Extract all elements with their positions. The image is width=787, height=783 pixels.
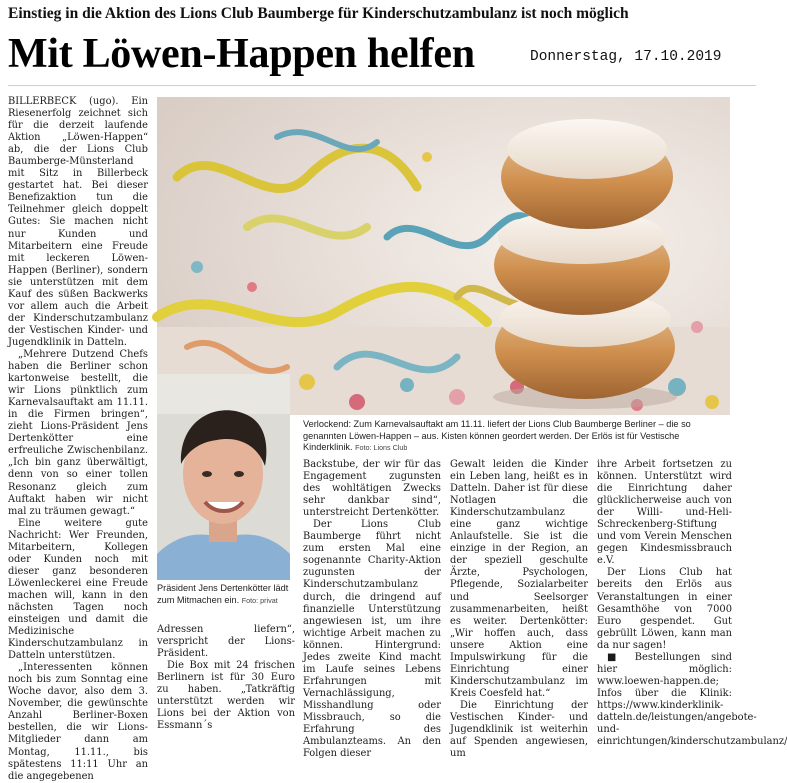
photo-credit: Foto: Lions Club: [355, 443, 408, 452]
article-headline: Mit Löwen-Happen helfen: [8, 31, 475, 77]
text-column-4: [450, 459, 588, 760]
publication-date: Donnerstag, 17.10.2019: [530, 49, 722, 65]
paragraph: Gewalt leiden die Kinder ein Leben lang, heißt es in Datteln. Daher ist für diese Notlagen die Kinderschutzambulanz eine ganz wichtige Anlaufstelle. Sie ist die einzige in der Region, an der speziell geschulte Ärzte, Psychologen, Pflegende, Sozialarbeiter und Seelsorger zusammenarbeiten, heißt es weiter. Dertenkötter: „Wir hoffen auch, dass unsere Aktion eine Impulswirkung für die Einrichtung einer Kinderschutzambulanz im Kreis Coesfeld hat.“: [450, 459, 588, 699]
berliner-illustration: [157, 97, 730, 415]
paragraph: Eine weitere gute Nachricht: Wer Freunden, Mitarbeitern, Kollegen oder Kunden noch mit dieser ganz besonderen Löwenleckerei eine Freude machen will, kann in den nächsten Tagen noch einsteigen und damit die Medizinische Kinderschutzambulanz in Datteln unterstützen.: [8, 517, 148, 662]
paragraph: Der Lions Club hat bereits den Erlös aus Veranstaltungen in einer Gesamthöhe von 7000 Euro gespendet. Gut gebrüllt Löwen, kann man da nur sagen!: [597, 567, 732, 651]
text-column-1: [8, 96, 148, 783]
text-column-2: [157, 624, 295, 732]
paragraph: BILLERBECK (ugo). Ein Riesenerfolg zeichnet sich für die derzeit laufende Aktion „Löwen-Happen“ ab, die der Lions Club Baumberge-Münsterland mit Sitz in Billerbeck gestartet hat. Bei dieser Benefizaktion tun die Teilnehmer gleich doppelt Gutes: Sie machen nicht nur Kunden und Mitarbeitern eine Freude mit leckeren Löwen-Happen (Berliner), sondern sie unterstützen mit dem Kauf des süßen Backwerks vor allem auch die Arbeit der Kinderschutzambulanz der Vestischen Kinder- und Jugendklinik in Datteln.: [8, 96, 148, 348]
portrait-illustration: [157, 374, 290, 580]
paragraph: ihre Arbeit fortsetzen zu können. Unterstützt wird die Einrichtung daher glücklicherweise auch von der Willi- und-Heli-Schreckenberg-Stiftung und vom Verein Menschen gegen Kindesmissbrauch e.V.: [597, 459, 732, 567]
caption-text: Verlockend: Zum Karnevalsauftakt am 11.11. liefert der Lions Club Baumberge Berliner – die so genannten Löwen-Happen – aus. Kisten können geordert werden. Der Erlös ist für Vestische Kinderklinik.: [303, 419, 691, 452]
paragraph: „Mehrere Dutzend Chefs haben die Berliner schon kartonweise bestellt, die wir Lions pünktlich zum Karnevalsauftakt am 11.11. in die Firmen bringen“, zieht Lions-Präsident Jens Dertenkötter eine erfreuliche Zwischenbilanz. „Ich bin ganz überwältigt, denn von so einer tollen Resonanz gleich zum Auftakt haben wir nicht mal zu träumen gewagt.“: [8, 348, 148, 517]
portrait-credit: Foto: privat: [241, 595, 278, 605]
paragraph: Die Einrichtung der Vestischen Kinder- und Jugendklinik ist weiterhin auf Spenden angewiesen, um: [450, 699, 588, 760]
paragraph: Backstube, der wir für das Engagement zugunsten des wohltätigen Zwecks sehr dankbar sind“, unterstreicht Dertenkötter.: [303, 459, 441, 519]
paragraph: ■ Bestellungen sind hier möglich: www.loewen-happen.de; Infos über die Klinik: https://www.kinderklinik-datteln.de/leistungen/angebote-und-einrichtungen/kinderschutzambulanz/: [597, 651, 787, 748]
caption-text: Präsident Jens Dertenkötter lädt zum Mitmachen ein.: [157, 583, 289, 605]
portrait-photo: [157, 374, 290, 580]
text-column-3: [303, 459, 441, 760]
portrait-caption: [157, 583, 302, 606]
paragraph: Der Lions Club Baumberge führt nicht zum ersten Mal eine sogenannte Charity-Aktion zugunsten der Kinderschutzambulanz durch, die dringend auf finanzielle Unterstützung angewiesen ist, um ihre wichtige Arbeit machen zu können. Hintergrund: Jedes zweite Kind macht im Laufe seines Lebens Erfahrungen mit Vernachlässigung, Misshandlung oder Missbrauch, so die Erfahrung des Ambulanzteams. An den Folgen dieser: [303, 519, 441, 760]
paragraph: Die Box mit 24 frischen Berlinern ist für 30 Euro zu haben. „Tatkräftig unterstützt werden wir Lions bei der Aktion von Essmann´s: [157, 660, 295, 732]
article-kicker: Einstieg in die Aktion des Lions Club Baumberge für Kinderschutzambulanz ist noch möglich: [8, 5, 629, 22]
berliner-stack: [493, 119, 677, 409]
photo-caption: [303, 419, 731, 454]
paragraph: „Interessenten können noch bis zum Sonntag eine Woche davor, also dem 3. November, die gewünschte Anzahl Berliner-Boxen bestellen, die wir Lions-Mitglieder dann am Montag, 11.11., bis spätestens 11:11 Uhr an die angegebenen: [8, 662, 148, 782]
header-divider: [8, 85, 756, 86]
text-column-5: [597, 459, 787, 748]
berliner-photo: [157, 97, 730, 415]
paragraph: Adressen liefern“, verspricht der Lions-Präsident.: [157, 624, 295, 660]
